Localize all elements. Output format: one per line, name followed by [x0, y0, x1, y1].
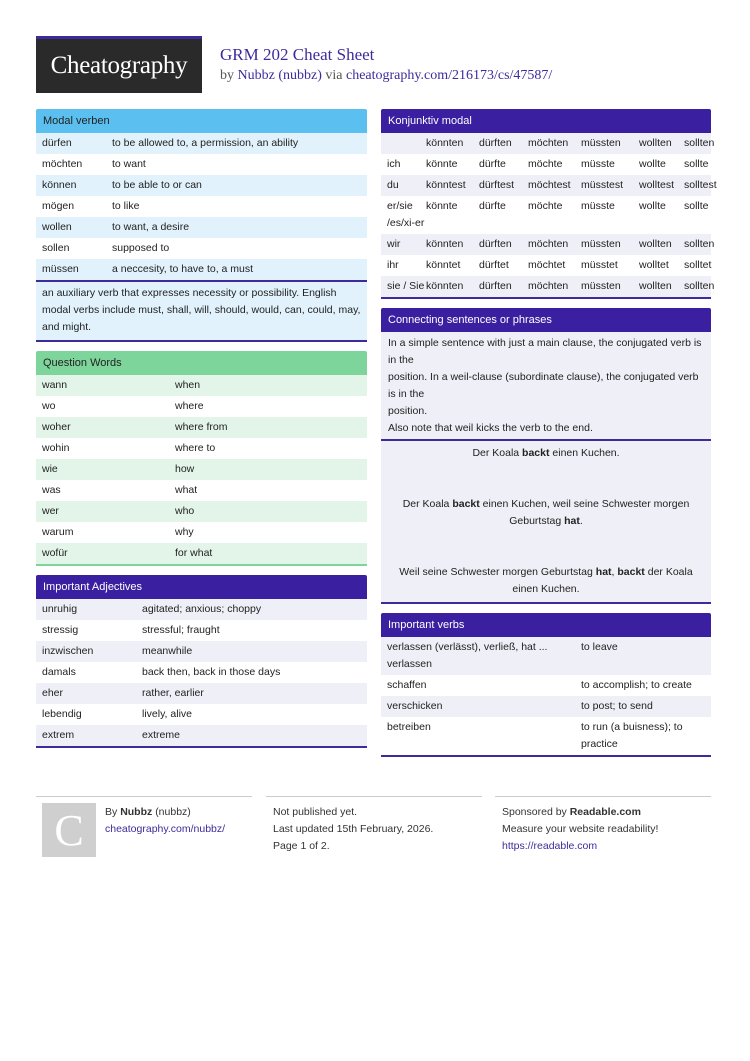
verb-highlight: hat [595, 566, 612, 578]
sheet-url-link[interactable]: cheatography.com/216173/cs/47587/ [345, 68, 553, 83]
footer-sponsor [502, 804, 658, 855]
table-cell: müssten [581, 280, 621, 292]
sentence-part: der Koala einen Kuchen. [512, 566, 693, 595]
pronoun-cell: er/sie /es/xi-er [387, 200, 425, 229]
table-cell: solltet [684, 259, 712, 271]
de-cell: wofür [42, 547, 68, 559]
en-cell: what [175, 484, 198, 496]
example-sentence-2 [391, 496, 701, 530]
verb-highlight: backt [617, 566, 645, 578]
table-cell: dürfte [479, 200, 506, 212]
verb-highlight: backt [522, 447, 550, 459]
table-row [36, 543, 367, 564]
table-row [381, 637, 711, 675]
connecting-examples [381, 441, 711, 604]
modal-verben-section [36, 109, 367, 342]
table-cell: müsste [581, 200, 615, 212]
question-words-section [36, 351, 367, 566]
table-row [36, 238, 367, 259]
en-cell: to be allowed to, a permission, an ability [112, 137, 299, 149]
table-cell: dürftet [479, 259, 509, 271]
explanation-line: Also note that weil kicks the verb to the end. [388, 422, 593, 434]
author-line [105, 804, 225, 821]
en-cell: back then, back in those days [142, 666, 281, 678]
table-row [36, 501, 367, 522]
en-cell: to leave [581, 641, 618, 653]
table-row [36, 133, 367, 154]
de-cell: wollen [42, 221, 72, 233]
by-label: By [105, 806, 118, 818]
sentence-part: einen Kuchen, weil seine Schwester morgen Geburtstag [479, 498, 690, 527]
de-cell: wo [42, 400, 56, 412]
page-title: GRM 202 Cheat Sheet [220, 45, 375, 64]
sentence-part: , [611, 566, 618, 578]
sponsor-link[interactable]: https://readable.com [502, 840, 598, 852]
en-cell: meanwhile [142, 645, 193, 657]
avatar[interactable]: C [42, 803, 96, 857]
en-cell: to post; to send [581, 700, 653, 712]
question-words-table [36, 375, 367, 566]
table-cell: könntet [426, 259, 461, 271]
table-cell: sollten [684, 238, 715, 250]
de-cell: stressig [42, 624, 79, 636]
de-cell: können [42, 179, 77, 191]
de-cell: wer [42, 505, 59, 517]
table-cell: müsste [581, 158, 615, 170]
author-name: Nubbz [120, 806, 153, 818]
en-cell: when [175, 379, 201, 391]
adjectives-table [36, 599, 367, 748]
de-cell: unruhig [42, 603, 78, 615]
table-cell: möchten [528, 280, 569, 292]
section-title: Modal verben [36, 109, 367, 133]
sponsored-by-label: Sponsored by [502, 806, 567, 818]
table-row [36, 154, 367, 175]
sentence-part: Weil seine Schwester morgen Geburtstag [399, 566, 596, 578]
table-row [381, 196, 711, 234]
footer-divider [495, 796, 711, 797]
connecting-explanation [381, 332, 711, 441]
author-link[interactable]: Nubbz (nubbz) [237, 68, 322, 83]
en-cell: to want [112, 158, 146, 170]
en-cell: where from [175, 421, 228, 433]
table-row [36, 396, 367, 417]
en-cell: why [175, 526, 194, 538]
de-cell: möchten [42, 158, 83, 170]
table-cell: dürften [479, 238, 512, 250]
table-cell: wollte [639, 158, 666, 170]
table-row [381, 675, 711, 696]
en-cell: agitated; anxious; choppy [142, 603, 262, 615]
de-cell: verlassen (verlässt), verließ, hat ... verlassen [387, 641, 548, 670]
de-cell: betreiben [387, 721, 431, 733]
table-cell: dürften [479, 280, 512, 292]
sentence-part: . [579, 515, 583, 527]
pronoun-cell [381, 135, 426, 152]
table-row [36, 459, 367, 480]
table-cell: möchten [528, 137, 569, 149]
table-cell: wollten [639, 137, 672, 149]
table-row [36, 480, 367, 501]
verb-highlight: hat [564, 515, 580, 527]
en-cell: rather, earlier [142, 687, 204, 699]
important-adjectives-section [36, 575, 367, 748]
pronoun-cell: wir [387, 238, 401, 250]
en-cell: supposed to [112, 242, 170, 254]
en-cell: for what [175, 547, 213, 559]
table-cell: möchtet [528, 259, 566, 271]
table-cell: dürftest [479, 179, 515, 191]
verb-highlight: backt [452, 498, 480, 510]
table-cell: sollten [684, 280, 715, 292]
table-row [36, 725, 367, 746]
section-title: Question Words [36, 351, 367, 375]
en-cell: to run (a buisness); to practice [581, 721, 683, 750]
example-sentence-3 [391, 564, 701, 598]
en-cell: a neccesity, to have to, a must [112, 263, 254, 275]
section-title: Important verbs [381, 613, 711, 637]
left-column [36, 109, 367, 757]
table-row [381, 133, 715, 154]
table-row [36, 522, 367, 543]
table-cell: wollte [639, 200, 666, 212]
pronoun-cell: ich [387, 158, 401, 170]
table-cell: solltest [684, 179, 717, 191]
table-cell: könnten [426, 238, 464, 250]
footer-status [273, 804, 433, 855]
en-cell: to like [112, 200, 140, 212]
en-cell: who [175, 505, 195, 517]
table-row [36, 196, 367, 217]
sponsor-name: Readable.com [569, 806, 641, 818]
de-cell: extrem [42, 729, 75, 741]
by-label: by [220, 68, 234, 83]
en-cell: to want, a desire [112, 221, 190, 233]
table-cell: könnte [426, 200, 458, 212]
section-title: Important Adjectives [36, 575, 367, 599]
sheet-header [220, 45, 552, 84]
de-cell: verschicken [387, 700, 443, 712]
table-cell: könnten [426, 137, 464, 149]
table-cell: müsstest [581, 179, 624, 191]
de-cell: schaffen [387, 679, 427, 691]
author-handle: (nubbz) [155, 806, 191, 818]
last-updated: Last updated 15th February, 2026. [273, 823, 434, 835]
de-cell: wohin [42, 442, 70, 454]
konjunktiv-table [381, 133, 717, 299]
table-row [381, 276, 715, 297]
table-cell: möchte [528, 158, 563, 170]
en-cell: lively, alive [142, 708, 192, 720]
author-profile-link[interactable]: cheatography.com/nubbz/ [105, 823, 226, 835]
en-cell: where [175, 400, 204, 412]
published-status: Not published yet. [273, 806, 358, 818]
table-cell: wolltest [639, 179, 675, 191]
connecting-sentences-section [381, 308, 711, 604]
table-cell: sollten [684, 137, 715, 149]
table-cell: sollte [684, 200, 709, 212]
sentence-part: Der Koala [402, 498, 453, 510]
table-row [381, 154, 711, 175]
de-cell: mögen [42, 200, 75, 212]
de-cell: eher [42, 687, 64, 699]
table-row [381, 234, 715, 255]
example-sentence-1 [391, 445, 701, 462]
table-row [36, 620, 367, 641]
de-cell: damals [42, 666, 76, 678]
table-cell: müssten [581, 137, 621, 149]
via-label: via [325, 68, 343, 83]
en-cell: stressful; fraught [142, 624, 220, 636]
explanation-line: In a simple sentence with just a main clause, the conjugated verb is in the [388, 337, 702, 366]
table-cell: dürften [479, 137, 512, 149]
de-cell: inzwischen [42, 645, 94, 657]
pronoun-cell: sie / Sie [387, 280, 425, 292]
section-title: Konjunktiv modal [381, 109, 711, 133]
table-cell: könnte [426, 158, 458, 170]
table-cell: könnten [426, 280, 464, 292]
en-cell: to accomplish; to create [581, 679, 692, 691]
table-row [36, 375, 367, 396]
footer-divider [266, 796, 482, 797]
table-row [36, 662, 367, 683]
de-cell: wann [42, 379, 68, 391]
explanation-line: position. [388, 405, 428, 417]
table-row [381, 255, 711, 276]
byline [220, 68, 552, 84]
table-row [36, 175, 367, 196]
table-cell: könntest [426, 179, 466, 191]
en-cell: where to [175, 442, 216, 454]
pronoun-cell: ihr [387, 259, 399, 271]
section-title: Connecting sentences or phrases [381, 308, 711, 332]
table-row [36, 259, 367, 280]
table-cell: möchte [528, 200, 563, 212]
en-cell: to be able to or can [112, 179, 202, 191]
page-number: Page 1 of 2. [273, 840, 330, 852]
table-cell: möchten [528, 238, 569, 250]
footer-author [105, 804, 225, 838]
sentence-part: einen Kuchen. [549, 447, 620, 459]
de-cell: müssen [42, 263, 79, 275]
footer-divider [36, 796, 252, 797]
de-cell: dürfen [42, 137, 72, 149]
konjunktiv-section [381, 109, 717, 299]
pronoun-cell: du [387, 179, 399, 191]
right-column [381, 109, 717, 766]
table-cell: müssten [581, 238, 621, 250]
table-row [36, 417, 367, 438]
table-row [36, 683, 367, 704]
en-cell: extreme [142, 729, 180, 741]
de-cell: woher [42, 421, 71, 433]
sponsor-line [502, 804, 658, 821]
table-row [36, 704, 367, 725]
de-cell: wie [42, 463, 58, 475]
table-row [381, 717, 711, 755]
sponsor-tagline: Measure your website readability! [502, 823, 659, 835]
table-cell: sollte [684, 158, 709, 170]
explanation-line: position. In a weil-clause (subordinate clause), the conjugated verb is in the [388, 371, 699, 400]
table-cell: müsstet [581, 259, 618, 271]
table-row [381, 696, 711, 717]
sentence-part: Der Koala [472, 447, 523, 459]
table-row [36, 641, 367, 662]
table-row [36, 599, 367, 620]
table-cell: wolltet [639, 259, 669, 271]
de-cell: sollen [42, 242, 70, 254]
table-cell: wollten [639, 280, 672, 292]
modal-verben-note: an auxiliary verb that expresses necessity or possibility. English modal verbs include must, shall, will, should, would, can, could, may, and might. [36, 282, 367, 342]
de-cell: warum [42, 526, 74, 538]
important-verbs-table [381, 637, 711, 757]
table-cell: dürfte [479, 158, 506, 170]
modal-verben-table [36, 133, 367, 282]
table-row [36, 438, 367, 459]
table-cell: wollten [639, 238, 672, 250]
important-verbs-section [381, 613, 711, 757]
de-cell: lebendig [42, 708, 82, 720]
table-cell: möchtest [528, 179, 571, 191]
en-cell: how [175, 463, 195, 475]
de-cell: was [42, 484, 61, 496]
table-row [381, 175, 717, 196]
table-row [36, 217, 367, 238]
cheatography-logo[interactable]: Cheatography [36, 36, 202, 93]
